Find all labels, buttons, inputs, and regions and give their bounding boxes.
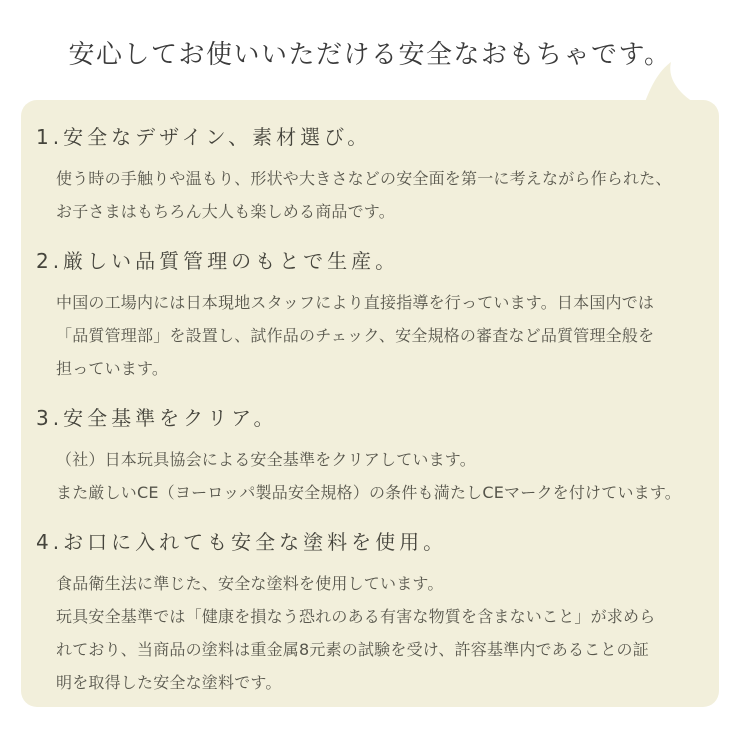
page-title: 安心してお使いいただける安全なおもちゃです。 (68, 40, 672, 70)
body-line: れており、当商品の塗料は重金属8元素の試験を受け、許容基準内であることの証 (56, 640, 649, 659)
body-line: （社）日本玩具協会による安全基準をクリアしています。 (56, 450, 476, 469)
section-body (36, 162, 705, 228)
body-line: 使う時の手触りや温もり、形状や大きさなどの安全面を第一に考えながら作られた、 (56, 169, 672, 188)
section-quality-control (36, 248, 705, 385)
section-safe-design (36, 124, 705, 228)
body-line: 明を取得した安全な塗料です。 (56, 673, 282, 692)
section-heading: 3.安全基準をクリア。 (36, 406, 278, 430)
section-heading: 2.厳しい品質管理のもとで生産。 (36, 249, 400, 273)
speech-bubble-tail-icon (639, 62, 697, 102)
body-line: また厳しいCE（ヨーロッパ製品安全規格）の条件も満たしCEマークを付けています。 (56, 483, 681, 502)
body-line: 「品質管理部」を設置し、試作品のチェック、安全規格の審査など品質管理全般を (56, 326, 655, 345)
body-line: 玩具安全基準では「健康を損なう恐れのある有害な物質を含まないこと」が求めら (56, 607, 656, 626)
section-body (36, 567, 705, 699)
body-line: お子さまはもちろん大人も楽しめる商品です。 (56, 202, 395, 221)
safety-panel (21, 100, 719, 707)
section-heading: 1.安全なデザイン、素材選び。 (36, 125, 372, 149)
section-body (36, 443, 705, 509)
section-safe-paint (36, 529, 705, 699)
body-line: 中国の工場内には日本現地スタッフにより直接指導を行っています。日本国内では (56, 293, 655, 312)
section-safety-standards (36, 405, 705, 509)
section-body (36, 286, 705, 385)
body-line: 担っています。 (56, 359, 169, 378)
speech-bubble-tail-shape (645, 62, 693, 102)
section-heading: 4.お口に入れても安全な塗料を使用。 (36, 530, 448, 554)
body-line: 食品衛生法に準じた、安全な塗料を使用しています。 (56, 574, 444, 593)
